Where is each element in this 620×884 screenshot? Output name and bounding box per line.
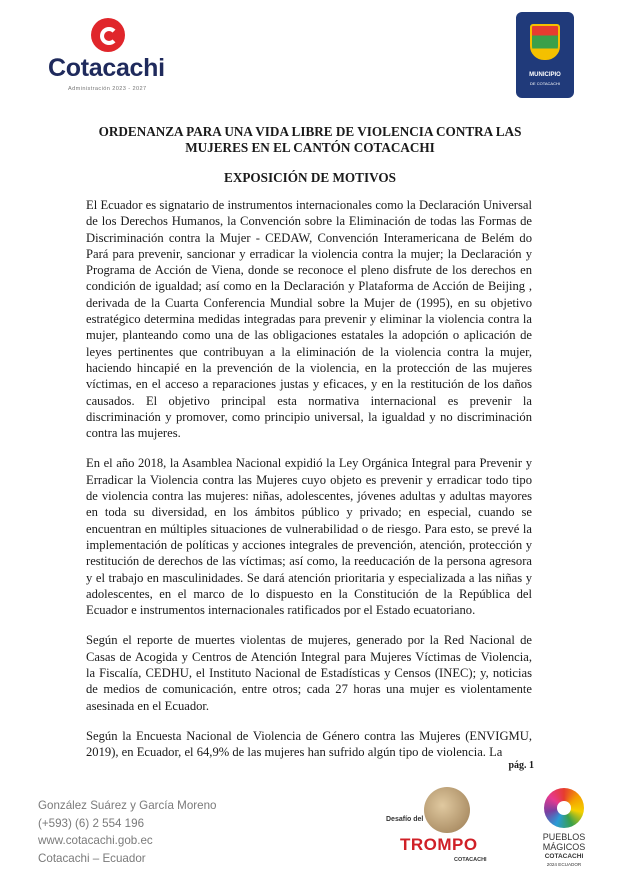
trompo-main-text: TROMPO	[400, 835, 478, 854]
footer-address-line: González Suárez y García Moreno	[38, 799, 217, 812]
cotacachi-logo-subtitle: Administración 2023 - 2027	[68, 86, 147, 92]
pueblos-line1: PUEBLOS	[542, 832, 586, 842]
footer-address	[38, 797, 217, 867]
paragraph-1: El Ecuador es signatario de instrumentos internacionales como la Declaración Universal de los Derechos Humanos, la Convención sobre la Eliminación de todas las Formas de Discriminación contra la Mujer - CEDAW, Convención Interamericana de Belém do Pará para prevenir, sancionar y erradicar la violencia contra la mujer; la Declaración y Programa de Acción de Viena, donde se reconoce el pleno disfrute de los derechos en condición de igualdad; así como en la Declaración y Plataforma de Acción de Beijing , derivada de la Cuarta Conferencia Mundial sobre la Mujer de (1995), en su objetivo estratégico determina medidas integradas para prevenir y eliminar la violencia contra la mujer, planteando como una de las obligaciones estatales la adopción o aplicación de leyes pertinentes que contribuyan a la eliminación de la violencia contra la mujer, haciendo hincapié en la prevención de la violencia, en la protección de las mujeres víctimas, en el acceso a reparaciones justas y eficaces, y en la restitución de los daños causados. El objetivo principal esta normativa internacional es prevenir la discriminación y promover, como principio universal, la igualdad y no discriminación contra las mujeres.	[86, 198, 532, 441]
desafio-trompo-logo	[382, 783, 494, 875]
crest-line1: MUNICIPIO	[529, 72, 561, 78]
pueblos-line3: COTACACHI	[544, 853, 584, 860]
footer-phone: (+593) (6) 2 554 196	[38, 816, 145, 830]
cotacachi-logo-name: Cotacachi	[48, 54, 165, 82]
trompo-city-text: COTACACHI	[454, 857, 487, 863]
paragraph-2: En el año 2018, la Asamblea Nacional expidió la Ley Orgánica Integral para Prevenir y Erradicar la Violencia contra las Mujeres cuyo objeto es prevenir y erradicar todo tipo de violencia contra las mujeres: niñas, adolescentes, jóvenes adultas y adultas mayores en toda su diversidad, en los ámbitos público y privado; en especial, cuando se encuentran en múltiples situaciones de vulnerabilidad o de riesgo. Para esto, se prevé la implementación de políticas y acciones integrales de prevención, atención, protección y restitución de derechos de las víctimas; así como, la reeducación de la persona agresora y el trabajo en masculinidades. Se dará atención prioritaria y especializada a las niñas y adolescentes, en el marco de lo dispuesto en la Constitución de la República del Ecuador e instrumentos internacionales ratificados por el Estado ecuatoriano.	[86, 456, 532, 618]
document-body	[86, 197, 532, 775]
crest-shield-icon	[530, 24, 560, 60]
section-heading: EXPOSICIÓN DE MOTIVOS	[224, 170, 396, 185]
pueblos-line2: MÁGICOS	[542, 842, 586, 852]
footer-city: Cotacachi – Ecuador	[38, 851, 146, 865]
cotacachi-logo-mark-icon	[91, 18, 125, 52]
page-number: pág. 1	[508, 760, 534, 771]
trompo-icon	[424, 787, 470, 833]
pueblos-line4: 2024 ECUADOR	[546, 862, 582, 867]
document-title: ORDENANZA PARA UNA VIDA LIBRE DE VIOLENCIA CONTRA LAS MUJERES EN EL CANTÓN COTACACHI	[98, 124, 522, 155]
trompo-top-text: Desafío del	[386, 816, 424, 823]
flower-icon	[544, 788, 584, 828]
paragraph-4: Según la Encuesta Nacional de Violencia de Género contra las Mujeres (ENVIGMU, 2019), en Ecuador, el 64,9% de las mujeres han sufrido algún tipo de violencia. La	[86, 728, 532, 760]
pueblos-magicos-logo	[532, 786, 596, 874]
footer-website: www.cotacachi.gob.ec	[38, 834, 153, 847]
paragraph-3: Según el reporte de muertes violentas de mujeres, generado por la Red Nacional de Casas de Acogida y Centros de Atención Integral para Mujeres Víctimas de Violencia, la Fiscalía, CEDHU, el Instituto Nacional de Estadísticas y Censos (INEC); y, noticias de medios de comunicación, entre otros; cada 27 horas una mujer es violentamente asesinada en el Ecuador.	[86, 633, 532, 713]
cotacachi-logo	[44, 16, 174, 96]
municipio-crest	[516, 12, 574, 98]
crest-line2: DE COTACACHI	[530, 81, 560, 86]
